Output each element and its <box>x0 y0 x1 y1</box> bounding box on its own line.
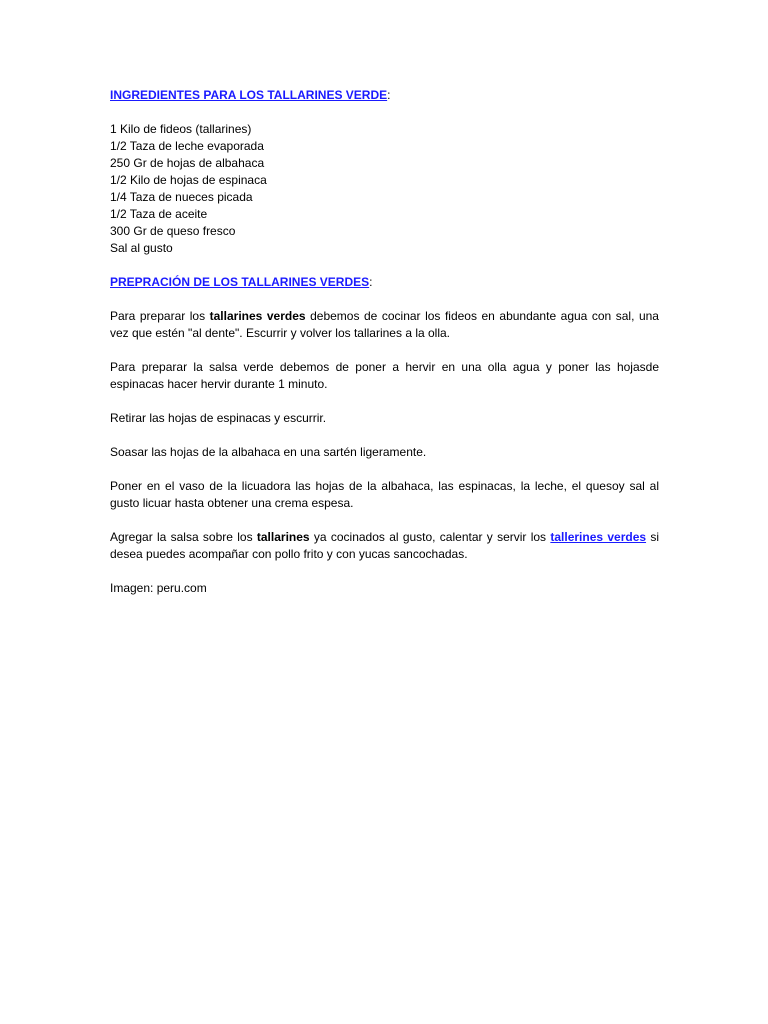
ingredients-heading-suffix: : <box>387 88 391 102</box>
ingredient-item: Sal al gusto <box>110 241 173 255</box>
image-credit: Imagen: peru.com <box>110 581 207 595</box>
preparation-paragraph-6 <box>110 529 659 563</box>
preparation-heading-suffix: : <box>369 275 373 289</box>
ingredient-item: 1/2 Kilo de hojas de espinaca <box>110 173 267 187</box>
ingredients-heading-link[interactable]: INGREDIENTES PARA LOS TALLARINES VERDE <box>110 88 388 102</box>
preparation-paragraph-2: Para preparar la salsa verde debemos de poner a hervir en una olla agua y poner las hojasde espinacas hacer hervir durante 1 minuto. <box>110 360 659 391</box>
p6-text-middle: ya cocinados al gusto, calentar y servir los <box>309 530 551 544</box>
p1-text-before: Para preparar los <box>110 309 210 323</box>
preparation-paragraph-4: Soasar las hojas de la albahaca en una sartén ligeramente. <box>110 445 427 459</box>
tallerines-verdes-link[interactable]: tallerines verdes <box>550 530 647 544</box>
ingredient-item: 300 Gr de queso fresco <box>110 224 236 238</box>
ingredient-item: 1/4 Taza de nueces picada <box>110 190 253 204</box>
preparation-paragraph-1 <box>110 308 659 342</box>
ingredient-item: 1 Kilo de fideos (tallarines) <box>110 122 252 136</box>
preparation-paragraph-5: Poner en el vaso de la licuadora las hojas de la albahaca, las espinacas, la leche, el quesoy sal al gusto licuar hasta obtener una crema espesa. <box>110 479 659 510</box>
ingredient-item: 1/2 Taza de leche evaporada <box>110 139 264 153</box>
recipe-document <box>110 87 659 597</box>
ingredients-heading <box>110 87 659 104</box>
p1-bold-term: tallarines verdes <box>209 309 306 323</box>
p6-bold-term: tallarines <box>256 530 310 544</box>
preparation-heading <box>110 274 659 291</box>
p6-text-before: Agregar la salsa sobre los <box>110 530 257 544</box>
preparation-paragraph-3: Retirar las hojas de espinacas y escurrir. <box>110 411 327 425</box>
ingredients-list <box>110 121 659 257</box>
p1-text-after: debemos de cocinar los fideos en abundante agua con sal, una vez que estén "al dente". Escurrir y volver los tallarines a la olla. <box>110 309 659 340</box>
ingredient-item: 1/2 Taza de aceite <box>110 207 208 221</box>
p6-text-after: si desea puedes acompañar con pollo frito y con yucas sancochadas. <box>110 530 660 561</box>
ingredient-item: 250 Gr de hojas de albahaca <box>110 156 265 170</box>
preparation-heading-link[interactable]: PREPRACIÓN DE LOS TALLARINES VERDES <box>110 275 370 289</box>
